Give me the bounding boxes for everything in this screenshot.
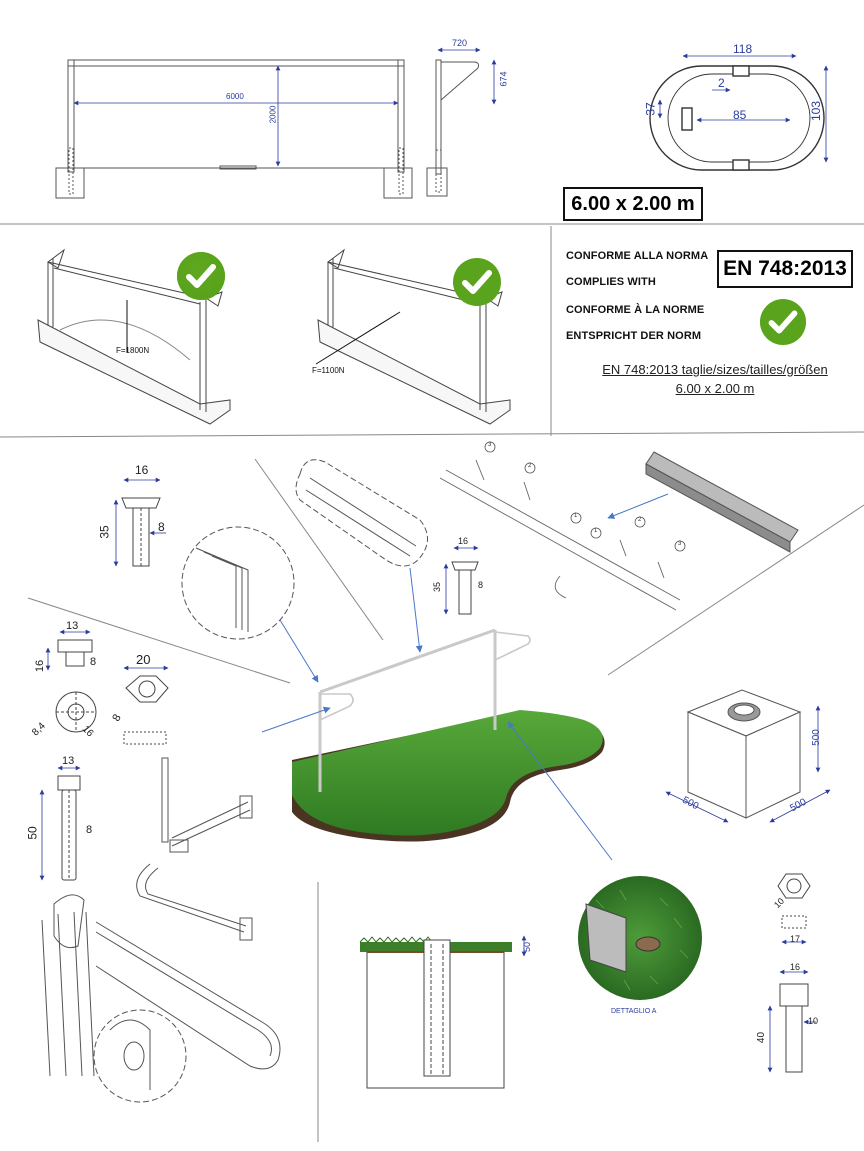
bolt-with-washer: [56, 640, 96, 732]
screw-detail: [122, 498, 160, 566]
long-pin: [58, 776, 80, 880]
load-side-label: F=1100N: [312, 366, 345, 375]
callout-number: 1: [594, 528, 598, 534]
callout-number: 1: [574, 513, 578, 519]
screw-head-label: 16: [135, 463, 149, 477]
norm-line-de: ENTSPRICHT DER NORM: [566, 330, 702, 342]
profile-width-label: 118: [733, 42, 753, 56]
screw2-dia-label: 8: [478, 580, 484, 590]
screw-dia-label: 8: [158, 520, 165, 534]
rail-profile-3d: [646, 452, 798, 552]
check-icon: [452, 257, 502, 307]
bolt2-nut-label: 17: [790, 934, 801, 944]
standard-box: EN 748:2013: [717, 250, 853, 288]
screw2-detail-dims: [446, 548, 478, 614]
dim-height-label: 2000: [268, 105, 278, 124]
norm-line-en: COMPLIES WITH: [566, 276, 656, 288]
norm-line-it: CONFORME ALLA NORMA: [566, 250, 709, 262]
pin-dims: [42, 768, 80, 880]
side-drop-label: 674: [498, 71, 509, 87]
profile-flange-label: 37: [643, 102, 658, 116]
washer-d1-label: 8,4: [30, 720, 48, 739]
sizes-line-1: EN 748:2013 taglie/sizes/tailles/größen: [602, 362, 828, 377]
goal-side-elevation: [427, 60, 479, 196]
screw2-head-label: 16: [458, 536, 469, 546]
nut-d-label: 8: [110, 712, 124, 724]
rail-capsule-detail: [296, 460, 428, 566]
callout-number: 3: [678, 541, 682, 547]
profile-gap-label: 2: [718, 76, 725, 90]
screw2-len-label: 35: [432, 581, 443, 593]
hex-nut: [124, 676, 168, 744]
side-top-label: 720: [452, 38, 468, 48]
goal-3d-render: [292, 630, 605, 842]
check-icon: [176, 251, 226, 301]
front-dimensions: [74, 66, 398, 166]
back-bracket-exploded: [137, 758, 252, 940]
load-front-label: F=1800N: [116, 346, 150, 355]
detail-a-circle: [578, 876, 702, 1000]
block-h-label: 500: [810, 729, 822, 746]
concrete-block: [688, 690, 800, 818]
sizes-line-2: 6.00 x 2.00 m: [675, 381, 755, 396]
bolt2-shank-label: 10: [808, 1016, 819, 1026]
block-w-label: 500: [680, 794, 701, 813]
profile-inner-label: 85: [733, 108, 747, 122]
block-d-label: 500: [788, 796, 809, 815]
ground-section: [360, 937, 512, 1088]
ground-depth-label: 50: [522, 941, 533, 953]
bolt2-d-label: 10: [771, 895, 787, 911]
callout-number: 3: [488, 442, 492, 448]
pin-len-label: 50: [25, 826, 40, 840]
bolt-d-label: 8: [90, 656, 97, 668]
bolt-h-label: 16: [34, 659, 47, 673]
washer-d2-label: 16: [79, 723, 96, 740]
profile-height-label: 103: [809, 100, 824, 122]
pin-d-label: 8: [86, 824, 93, 836]
callout-number: 2: [528, 463, 532, 469]
corner-magnifier: [182, 527, 294, 639]
goal-front-elevation: [56, 60, 412, 198]
bolt2-len-label: 40: [756, 1031, 768, 1044]
size-box: 6.00 x 2.00 m: [563, 187, 703, 221]
exploded-rail: [440, 460, 680, 610]
bolt-head-label: 13: [66, 620, 79, 632]
dim-width-label: 6000: [226, 92, 244, 101]
pin-w-label: 13: [62, 755, 75, 767]
callout-number: 2: [638, 517, 642, 523]
detail-a-label: DETTAGLIO A: [611, 1008, 657, 1015]
screw2-detail: [452, 562, 478, 614]
nut-w-label: 20: [136, 652, 151, 667]
check-icon: [759, 298, 807, 346]
norm-line-fr: CONFORME À LA NORME: [566, 304, 705, 316]
screw-len-label: 35: [97, 525, 112, 539]
bolt2-head-label: 16: [790, 962, 801, 972]
